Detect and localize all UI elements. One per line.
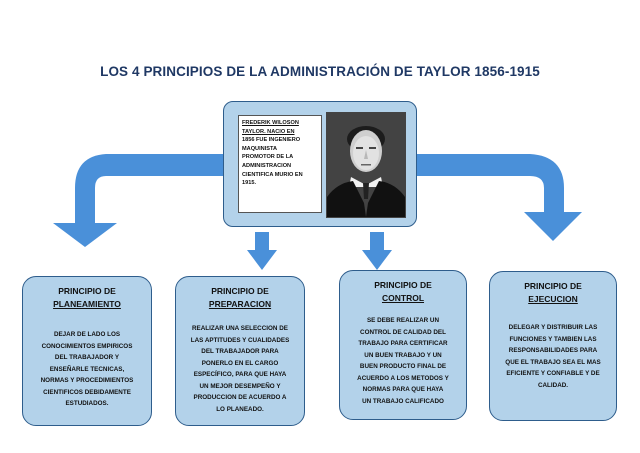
card-body-line: PRODUCCION DE ACUERDO A [193, 394, 287, 401]
card-body-line: SE DEBE REALIZAR UN [366, 317, 440, 324]
card-planeamiento [22, 276, 152, 426]
card-body-line: NORMAS PARA QUE HAYA [362, 386, 444, 393]
arrow-to-preparacion [247, 232, 277, 270]
card-body-line: DEL TRABAJADOR Y [54, 354, 120, 361]
taylor-portrait-photo [326, 112, 406, 218]
bio-line: 1915. [242, 180, 256, 187]
card-body-line: FUNCIONES Y TAMBIEN LAS [509, 335, 597, 343]
card-body [490, 322, 616, 391]
card-body-line: CONOCIMIENTOS EMPIRICOS [41, 342, 133, 350]
card-title-line: PRINCIPIO DE [374, 280, 432, 290]
taylor-center-box [223, 101, 417, 227]
bio-line: CIENTIFICA MURIO EN [242, 171, 303, 178]
card-title-line: EJECUCION [528, 294, 578, 304]
taylor-bio [238, 115, 322, 213]
card-body-line: LO PLANEADO. [216, 405, 264, 413]
card-body [176, 323, 304, 415]
card-body-line: ESPECÍFICO, PARA QUE HAYA [193, 371, 287, 378]
card-ejecucion [489, 271, 617, 421]
card-title-line: PRINCIPIO DE [524, 281, 582, 291]
card-body-line: REALIZAR UNA SELECCION DE [192, 325, 288, 332]
card-body-line: NORMAS Y PROCEDIMIENTOS [40, 377, 134, 384]
bio-line: MAQUINISTA [242, 145, 278, 152]
card-body-line: QUE EL TRABAJO SEA EL MAS [505, 358, 601, 366]
card-body-line: CALIDAD. [537, 381, 569, 389]
card-body-line: PONERLO EN EL CARGO [201, 359, 279, 367]
card-title [340, 279, 466, 305]
card-body-line: UN BUEN TRABAJO Y UN [364, 351, 442, 359]
card-title-line: PRINCIPIO DE [58, 286, 116, 296]
card-title-line: PREPARACION [208, 299, 272, 309]
card-body-line: EFICIENTE Y CONFIABLE Y DE [506, 370, 600, 377]
card-body [340, 315, 466, 407]
card-body-line: CIENTIFICOS DEBIDAMENTE [43, 388, 131, 396]
card-body-line: CONTROL DE CALIDAD DEL [360, 328, 446, 336]
card-body-line: TRABAJO PARA CERTIFICAR [358, 340, 448, 347]
card-title [490, 280, 616, 306]
bio-line: FREDERIK WILOSON [242, 120, 299, 126]
card-control [339, 270, 467, 420]
bio-line: PROMOTOR DE LA [242, 154, 294, 161]
card-preparacion [175, 276, 305, 426]
bio-line: ADMINISTRACION [242, 162, 292, 169]
card-body-line: DEJAR DE LADO LOS [53, 331, 121, 338]
card-body [23, 329, 151, 410]
arrow-to-control [362, 232, 392, 270]
card-body-line: UN TRABAJO CALIFICADO [362, 397, 444, 405]
card-body-line: ACUERDO A LOS METODOS Y [357, 374, 449, 382]
bio-line: 1856 FUE INGENIERO [242, 137, 301, 144]
card-body-line: DEL TRABAJADOR PARA [201, 348, 279, 355]
card-body-line: LAS APTITUDES Y CUALIDADES [190, 336, 290, 344]
arrow-to-ejecucion [417, 154, 582, 241]
card-body-line: DELEGAR Y DISTRIBUIR LAS [508, 324, 598, 331]
bio-line: TAYLOR. NACIO EN [242, 128, 295, 135]
card-title-line: CONTROL [381, 293, 425, 303]
card-title-line: PLANEAMIENTO [53, 299, 121, 309]
card-body-line: UN MEJOR DESEMPEÑO Y [199, 382, 281, 390]
card-body-line: ENSEÑARLE TECNICAS, [49, 365, 125, 373]
card-title [176, 285, 304, 311]
card-title [23, 285, 151, 311]
diagram-title: LOS 4 PRINCIPIOS DE LA ADMINISTRACIÓN DE TAYLOR 1856-1915 [100, 64, 540, 79]
card-title-line: PRINCIPIO DE [211, 286, 269, 296]
card-body-line: RESPONSABILIDADES PARA [508, 347, 598, 354]
arrow-to-planeamiento [53, 154, 223, 247]
card-body-line: BUEN PRODUCTO FINAL DE [359, 363, 447, 370]
card-body-line: ESTUDIADOS. [65, 400, 109, 407]
